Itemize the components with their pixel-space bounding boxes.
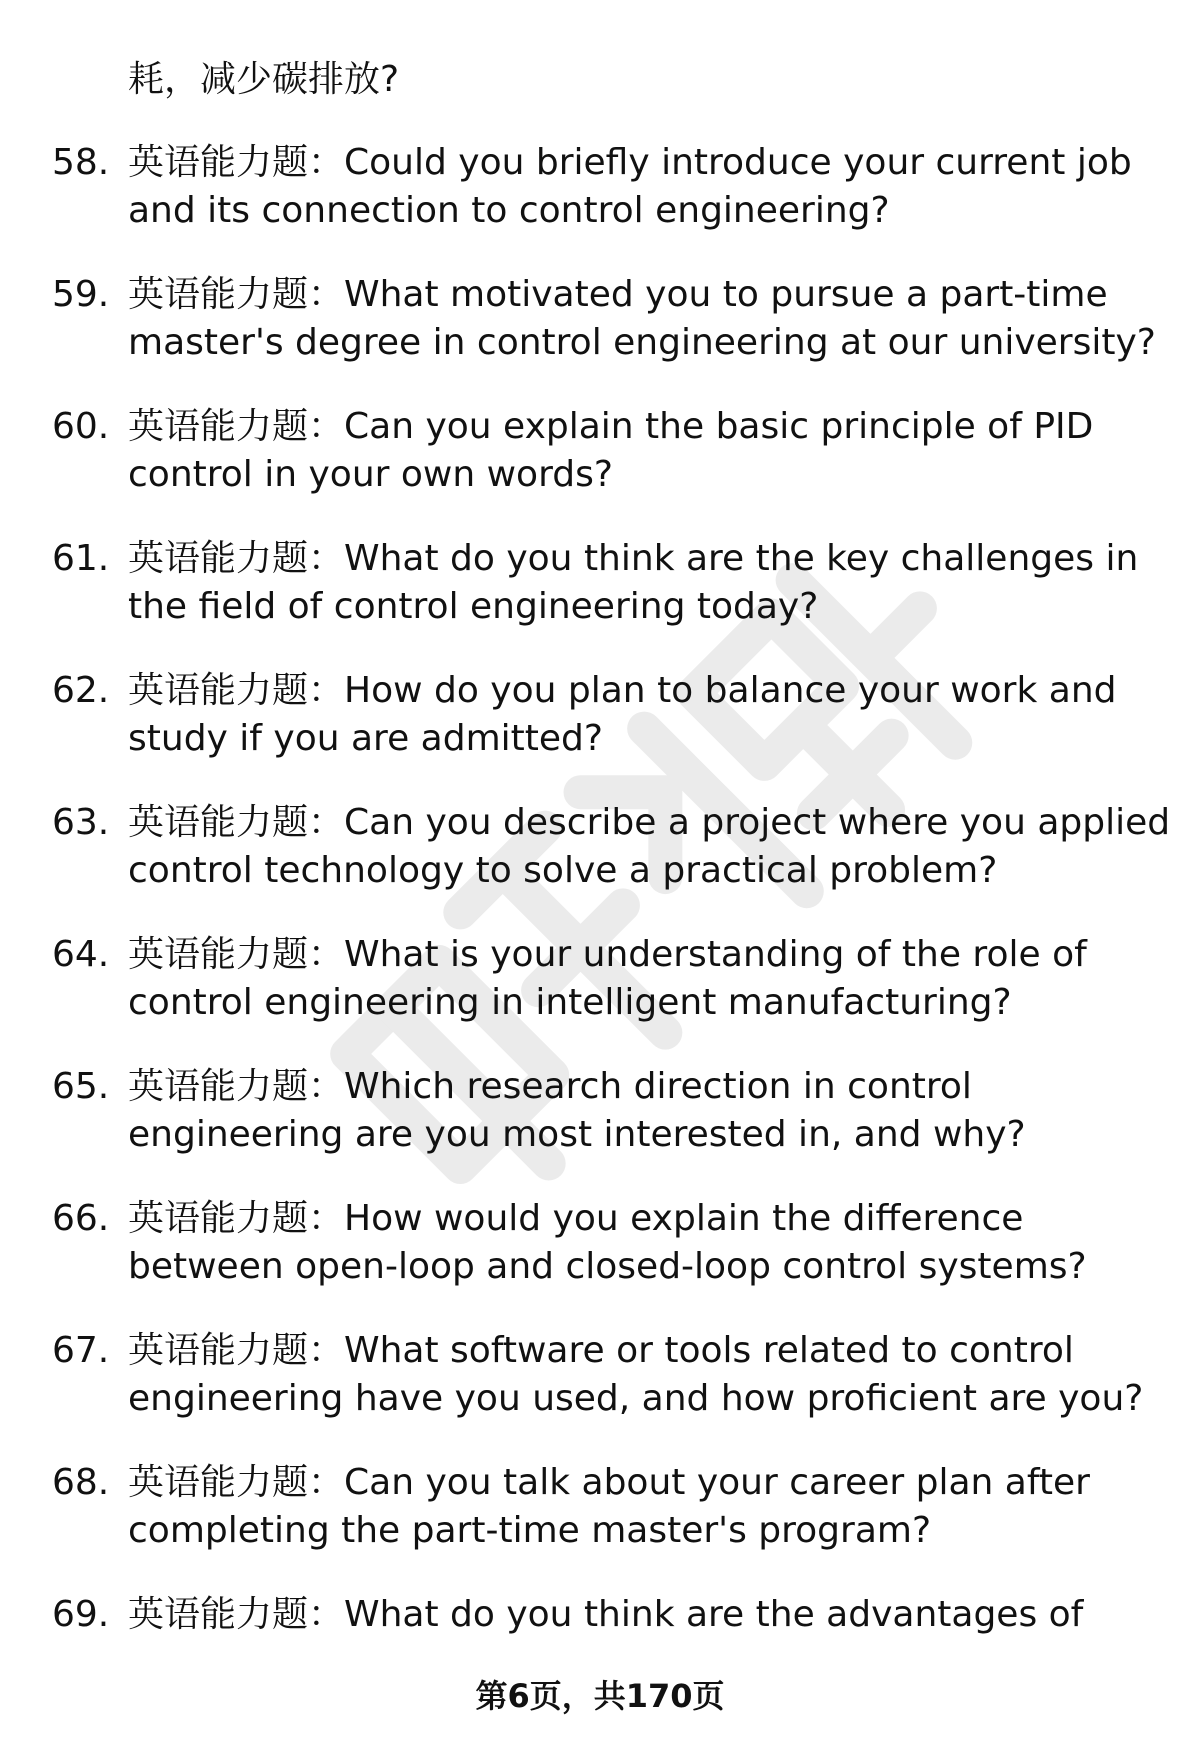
question-text — [128, 1459, 1128, 1555]
question-line: control engineering in intelligent manufacturing? — [128, 982, 1012, 1023]
question-number: 66. — [52, 1198, 110, 1239]
question-line: 英语能力题：Could you briefly introduce your current job — [128, 142, 1132, 183]
question-line: engineering are you most interested in, and why? — [128, 1114, 1026, 1155]
question-line: 英语能力题：Can you explain the basic principle of PID — [128, 406, 1094, 447]
question-line: and its connection to control engineering? — [128, 190, 890, 231]
question-item — [0, 139, 1200, 271]
question-text — [128, 1591, 1128, 1639]
question-number: 61. — [52, 538, 110, 579]
question-text — [128, 271, 1156, 367]
question-item — [0, 667, 1200, 799]
question-line: master's degree in control engineering at our university? — [128, 322, 1156, 363]
question-line: between open-loop and closed-loop control systems? — [128, 1246, 1087, 1287]
question-number: 64. — [52, 934, 110, 975]
page-footer: 第6页，共170页 — [475, 1677, 725, 1715]
question-item — [0, 1063, 1200, 1195]
question-text — [128, 139, 1132, 235]
question-number: 63. — [52, 802, 110, 843]
question-number: 62. — [52, 670, 110, 711]
question-line: 英语能力题：How would you explain the difference — [128, 1198, 1024, 1239]
question-text — [128, 1063, 1128, 1159]
question-text — [128, 1327, 1144, 1423]
question-item — [0, 535, 1200, 667]
question-text — [128, 403, 1128, 499]
question-line: 英语能力题：What do you think are the key challenges in — [128, 538, 1139, 579]
question-text — [128, 799, 1171, 895]
question-item — [0, 931, 1200, 1063]
question-list — [0, 139, 1200, 1723]
question-line: 英语能力题：How do you plan to balance your work and — [128, 670, 1117, 711]
question-item — [0, 799, 1200, 931]
question-number: 58. — [52, 142, 110, 183]
question-number: 59. — [52, 274, 110, 315]
question-text — [128, 1195, 1128, 1291]
question-line: control technology to solve a practical problem? — [128, 850, 998, 891]
question-line: 英语能力题：What do you think are the advantages of — [128, 1594, 1084, 1635]
question-line: 英语能力题：Can you describe a project where you applied — [128, 802, 1171, 843]
question-item — [0, 1327, 1200, 1459]
continuation-text: 耗，减少碳排放? — [128, 59, 400, 100]
question-item — [0, 403, 1200, 535]
question-number: 67. — [52, 1330, 110, 1371]
question-number: 65. — [52, 1066, 110, 1107]
question-line: 英语能力题：Which research direction in control — [128, 1066, 972, 1107]
question-line: completing the part-time master's program? — [128, 1510, 932, 1551]
question-item — [0, 1459, 1200, 1591]
question-line: engineering have you used, and how proficient are you? — [128, 1378, 1144, 1419]
question-number: 60. — [52, 406, 110, 447]
question-text — [128, 931, 1128, 1027]
question-line: 英语能力题：What is your understanding of the role of — [128, 934, 1087, 975]
question-number: 68. — [52, 1462, 110, 1503]
question-line: 英语能力题：What software or tools related to control — [128, 1330, 1074, 1371]
question-item — [0, 271, 1200, 403]
question-text — [128, 535, 1139, 631]
question-item — [0, 1195, 1200, 1327]
question-line: the field of control engineering today? — [128, 586, 819, 627]
question-line: control in your own words? — [128, 454, 613, 495]
question-line: 英语能力题：What motivated you to pursue a part-time — [128, 274, 1108, 315]
question-line: study if you are admitted? — [128, 718, 603, 759]
question-line: 英语能力题：Can you talk about your career plan after — [128, 1462, 1090, 1503]
question-text — [128, 667, 1128, 763]
question-number: 69. — [52, 1594, 110, 1635]
